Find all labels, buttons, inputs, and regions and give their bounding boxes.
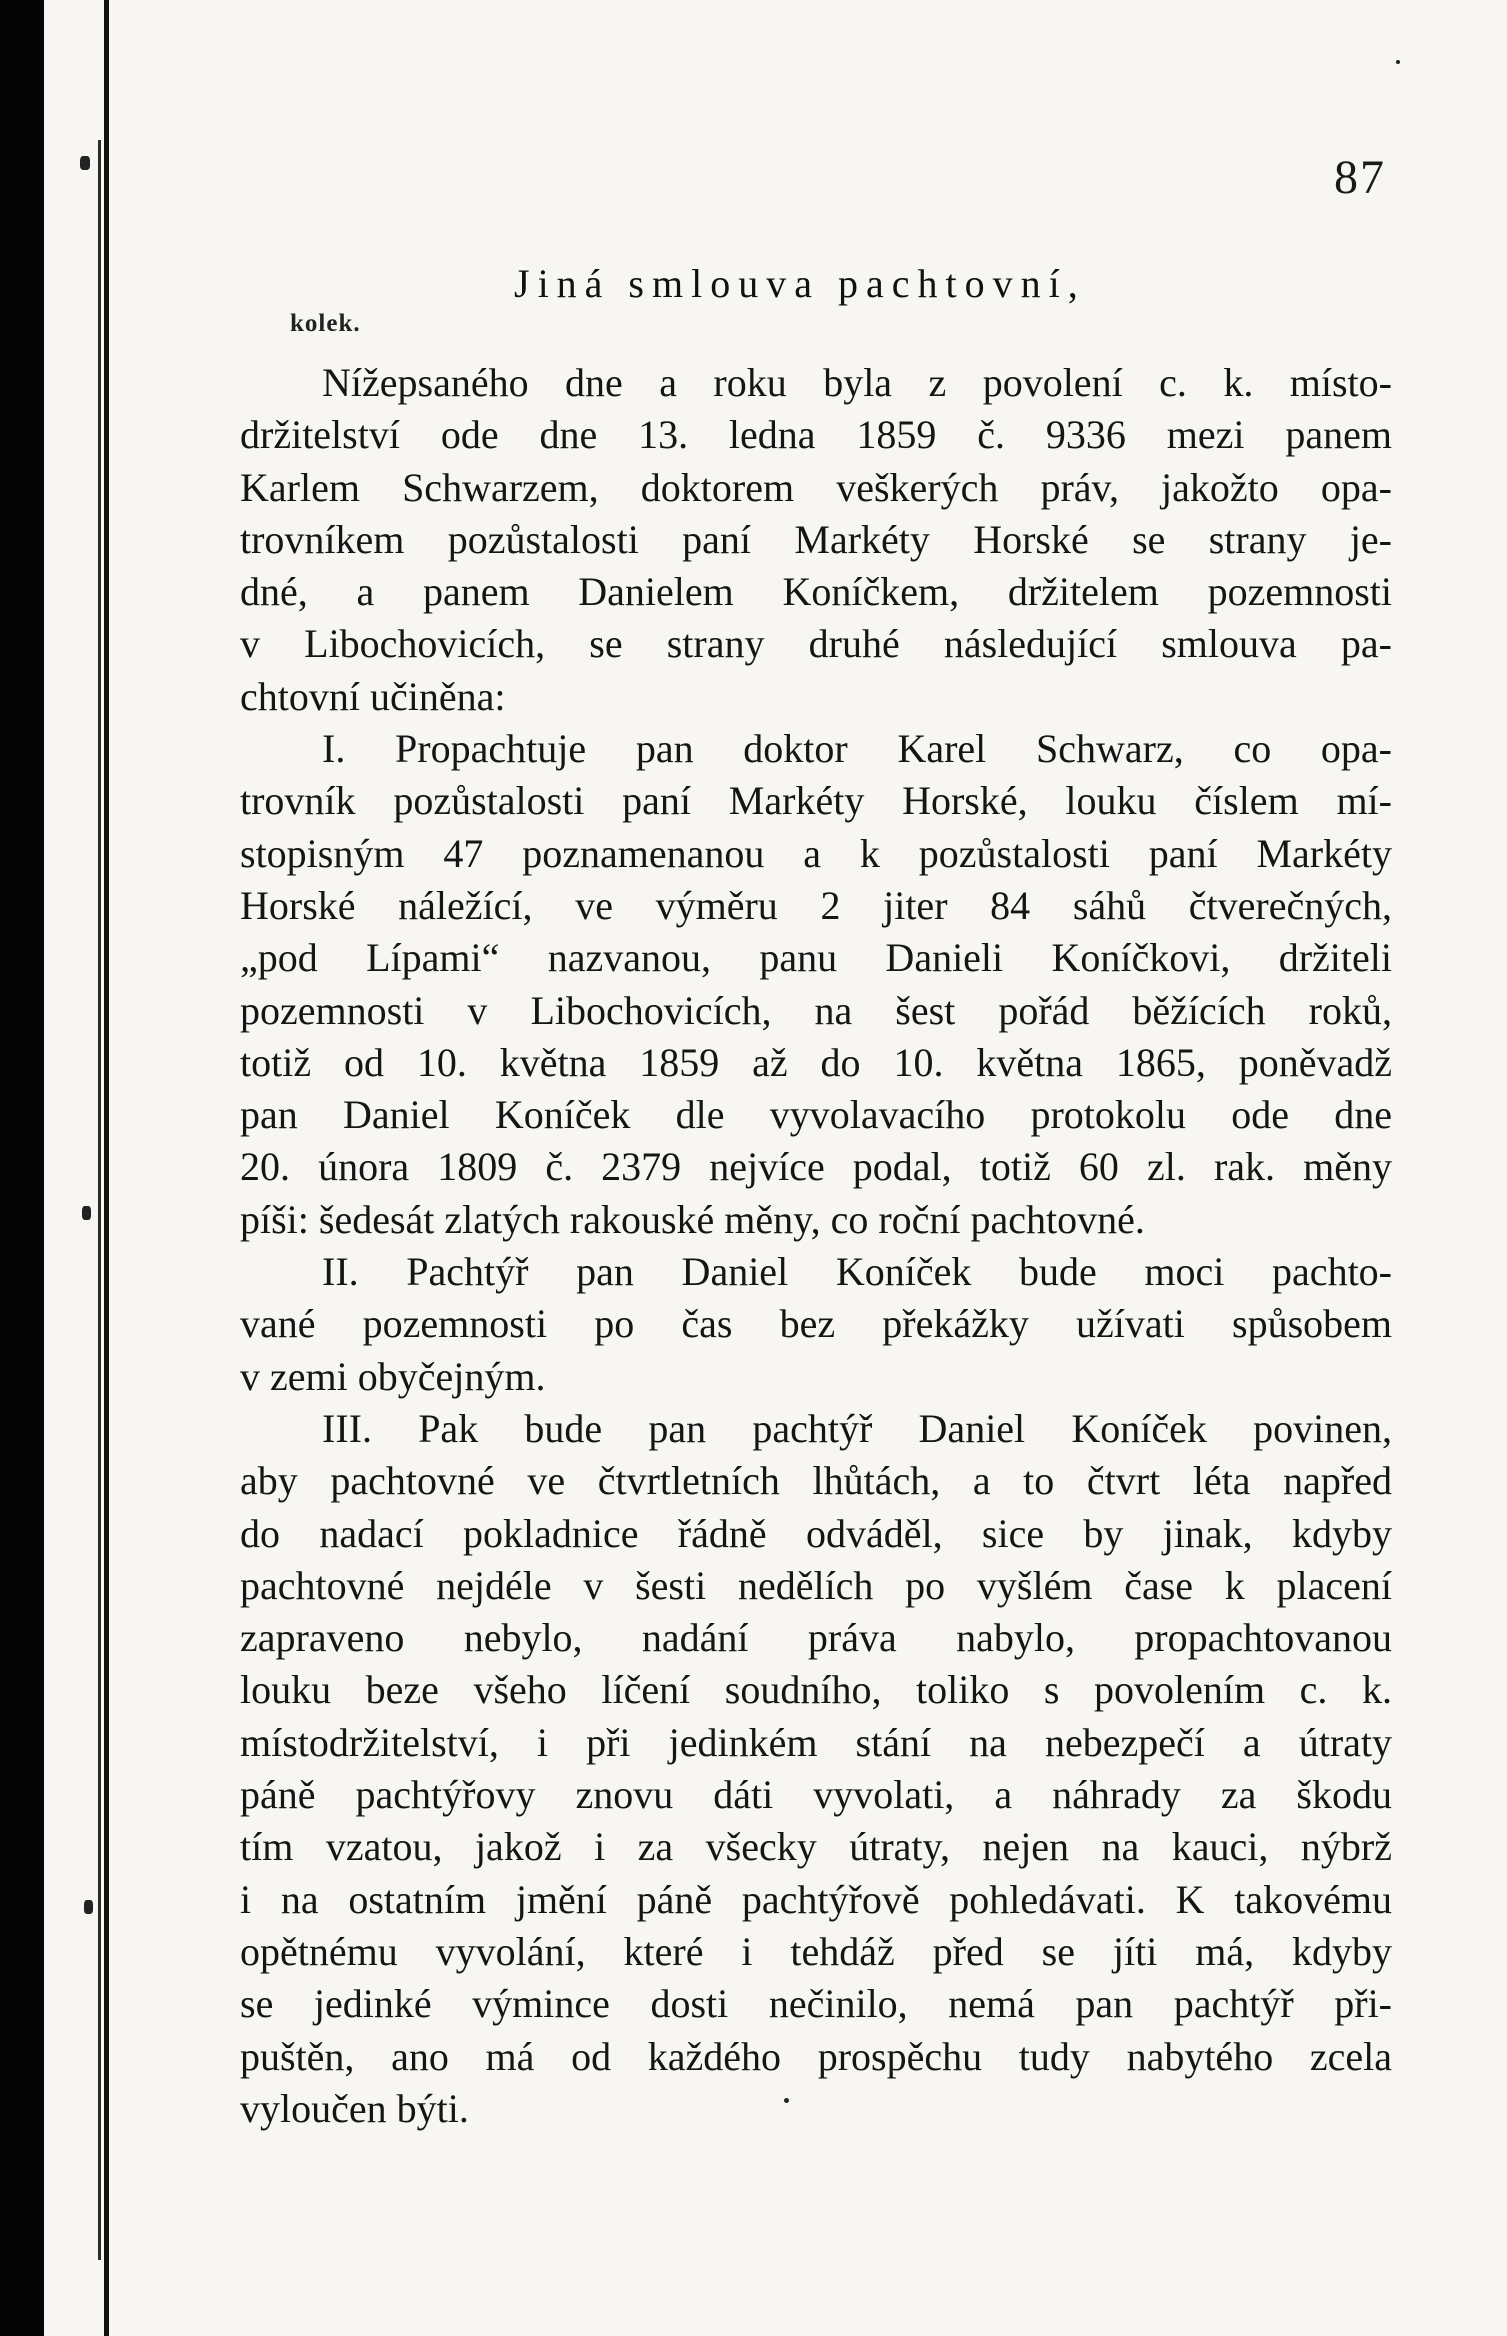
scan-edge	[0, 0, 44, 2336]
text-line: Karlem Schwarzem, doktorem veškerých práv, jakožto opa-	[240, 464, 1392, 510]
text-line: I. Propachtuje pan doktor Karel Schwarz, co opa-	[322, 726, 1392, 772]
text-line: aby pachtovné ve čtvrtletních lhůtách, a to čtvrt léta napřed	[240, 1458, 1392, 1504]
text-line: 20. února 1809 č. 2379 nejvíce podal, totiž 60 zl. rak. měny	[240, 1144, 1392, 1190]
text-line: puštěn, ano má od každého prospěchu tudy nabytého zcela	[240, 2033, 1392, 2079]
scan-speck	[784, 2098, 789, 2103]
text-line: v Libochovicích, se strany druhé následující smlouva pa-	[240, 621, 1392, 667]
body-text	[240, 357, 1392, 2135]
text-line: páně pachtýřovy znovu dáti vyvolati, a náhrady za škodu	[240, 1772, 1392, 1818]
text-line: píši: šedesát zlatých rakouské měny, co roční pachtovné.	[240, 1196, 1145, 1242]
text-line: zapraveno nebylo, nadání práva nabylo, propachtovanou	[240, 1615, 1392, 1661]
text-line: totiž od 10. května 1859 až do 10. května 1865, poněvadž	[240, 1039, 1392, 1085]
text-line: vyloučen býti.	[240, 2085, 469, 2131]
text-line: opětnému vyvolání, které i tehdáž před se jíti má, kdyby	[240, 1928, 1392, 1974]
text-line: Nížepsaného dne a roku byla z povolení c. k. místo-	[322, 360, 1392, 405]
text-line: i na ostatním jmění páně pachtýřově pohledávati. K takovému	[240, 1876, 1392, 1922]
text-line: do nadací pokladnice řádně odváděl, sice by jinak, kdyby	[240, 1510, 1392, 1556]
text-line: Horské náležící, ve výměru 2 jiter 84 sáhů čtverečných,	[240, 882, 1392, 928]
margin-note: kolek.	[290, 310, 361, 337]
book-page	[44, 0, 1507, 2336]
text-line: pachtovné nejdéle v šesti nedělích po vyšlém čase k placení	[240, 1562, 1392, 1608]
text-line: v zemi obyčejným.	[240, 1353, 546, 1399]
text-line: místodržitelství, i při jedinkém stání na nebezpečí a útraty	[240, 1719, 1392, 1765]
text-line: držitelství ode dne 13. ledna 1859 č. 9336 mezi panem	[240, 412, 1392, 458]
text-line: vané pozemnosti po čas bez překážky užívati spůsobem	[240, 1301, 1392, 1347]
text-line: chtovní učiněna:	[240, 673, 506, 719]
text-line: trovník pozůstalosti paní Markéty Horské, louku číslem mí-	[240, 778, 1392, 824]
text-line: louku beze všeho líčení soudního, toliko s povolením c. k.	[240, 1667, 1392, 1713]
page-number: 87	[1334, 151, 1386, 204]
text-line: trovníkem pozůstalosti paní Markéty Horské se strany je-	[240, 516, 1392, 562]
scan-speck	[82, 1206, 91, 1220]
text-line: II. Pachtýř pan Daniel Koníček bude moci pachto-	[322, 1249, 1392, 1295]
section-title: Jiná smlouva pachtovní,	[514, 261, 1086, 306]
text-line: pozemnosti v Libochovicích, na šest pořád běžících roků,	[240, 987, 1392, 1033]
text-line: „pod Lípami“ nazvanou, panu Danieli Koníčkovi, držiteli	[240, 935, 1392, 981]
scan-speck	[80, 156, 90, 170]
scan-speck	[84, 1900, 93, 1914]
text-line: dné, a panem Danielem Koníčkem, držitelem pozemnosti	[240, 569, 1392, 615]
text-line: tím vzatou, jakož i za všecky útraty, nejen na kauci, nýbrž	[240, 1824, 1392, 1870]
scan-speck	[1396, 60, 1400, 64]
text-line: se jedinké výmince dosti nečinilo, nemá pan pachtýř při-	[240, 1981, 1392, 2027]
text-line: pan Daniel Koníček dle vyvolavacího protokolu ode dne	[240, 1092, 1392, 1138]
page-gutter-line	[104, 0, 109, 2336]
page-gutter-shadow	[98, 140, 101, 2260]
text-line: III. Pak bude pan pachtýř Daniel Koníček povinen,	[322, 1405, 1392, 1451]
text-line: stopisným 47 poznamenanou a k pozůstalosti paní Markéty	[240, 830, 1392, 876]
